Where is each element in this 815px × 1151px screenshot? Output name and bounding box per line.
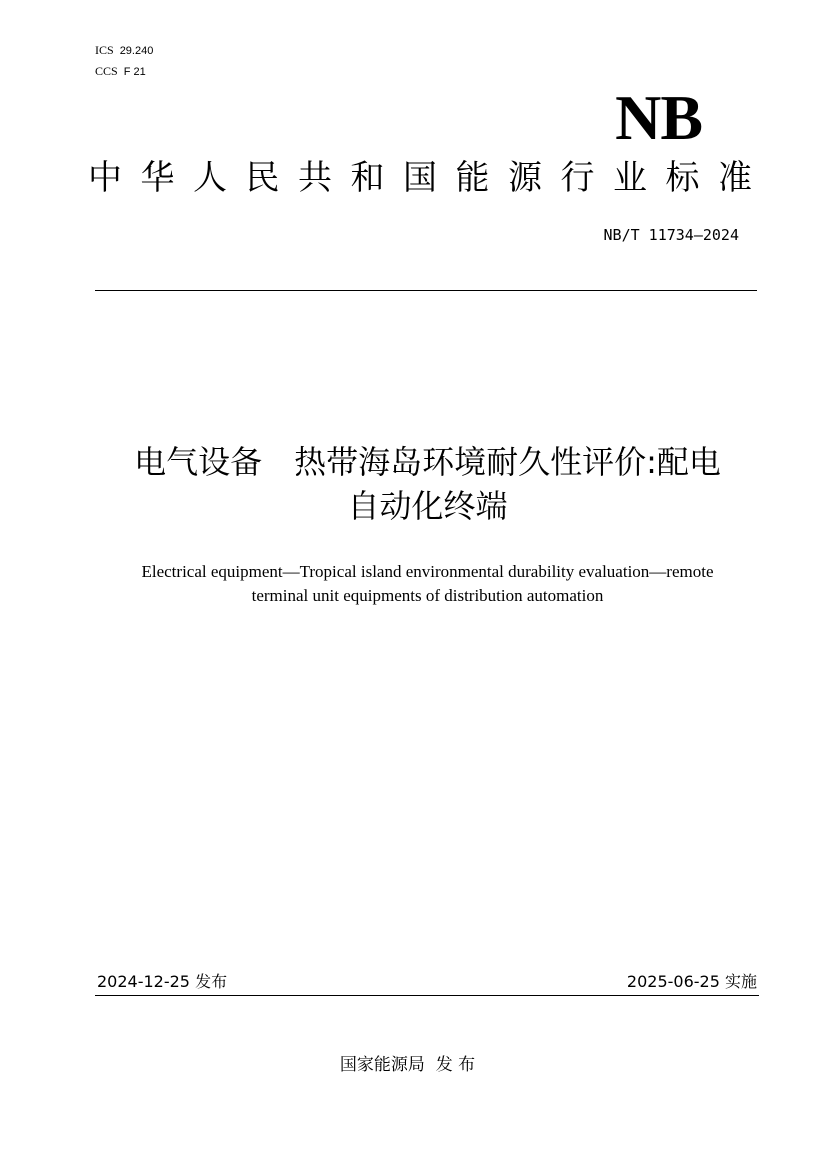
- ics-label: ICS: [95, 43, 114, 57]
- standard-category-char: 中: [88, 158, 122, 198]
- standard-category-char: 人: [193, 158, 227, 198]
- standard-category-char: 能: [455, 158, 490, 198]
- ccs-code: [95, 61, 153, 82]
- classification-codes: [95, 40, 153, 82]
- nb-logo: NB: [615, 82, 702, 153]
- ccs-label: CCS: [95, 64, 118, 78]
- standard-category-char: 源: [508, 158, 542, 198]
- top-divider: [95, 290, 757, 291]
- standard-category: [88, 155, 752, 201]
- standard-category-char: 行: [560, 158, 595, 198]
- standard-category-char: 国: [403, 158, 437, 198]
- issue-date: 2024-12-25 发布: [97, 972, 228, 991]
- chinese-title: [60, 440, 795, 528]
- chinese-title-line-2: 自动化终端: [347, 487, 508, 525]
- standard-number: NB/T 11734—2024: [603, 226, 739, 244]
- standard-category-char: 标: [665, 158, 700, 198]
- standard-category-char: 民: [245, 158, 280, 198]
- ics-code: [95, 40, 153, 61]
- bottom-divider: [95, 995, 759, 996]
- implementation-date: 2025-06-25 实施: [626, 972, 757, 991]
- standard-category-char: 华: [140, 158, 175, 198]
- publisher: 国家能源局 发 布: [339, 1055, 476, 1075]
- standard-category-char: 和: [350, 158, 385, 198]
- standard-category-char: 准: [718, 158, 752, 198]
- ccs-value: F 21: [123, 66, 146, 78]
- ics-value: 29.240: [119, 45, 154, 57]
- chinese-title-line-1: 电气设备 热带海岛环境耐久性评价:配电: [134, 443, 721, 481]
- english-title-line-2: terminal unit equipments of distribution automation: [251, 586, 604, 605]
- english-title: [60, 560, 795, 608]
- standard-category-char: 业: [613, 158, 647, 198]
- standard-category-char: 共: [298, 158, 332, 198]
- english-title-line-1: Electrical equipment—Tropical island environmental durability evaluation—remote: [141, 562, 714, 581]
